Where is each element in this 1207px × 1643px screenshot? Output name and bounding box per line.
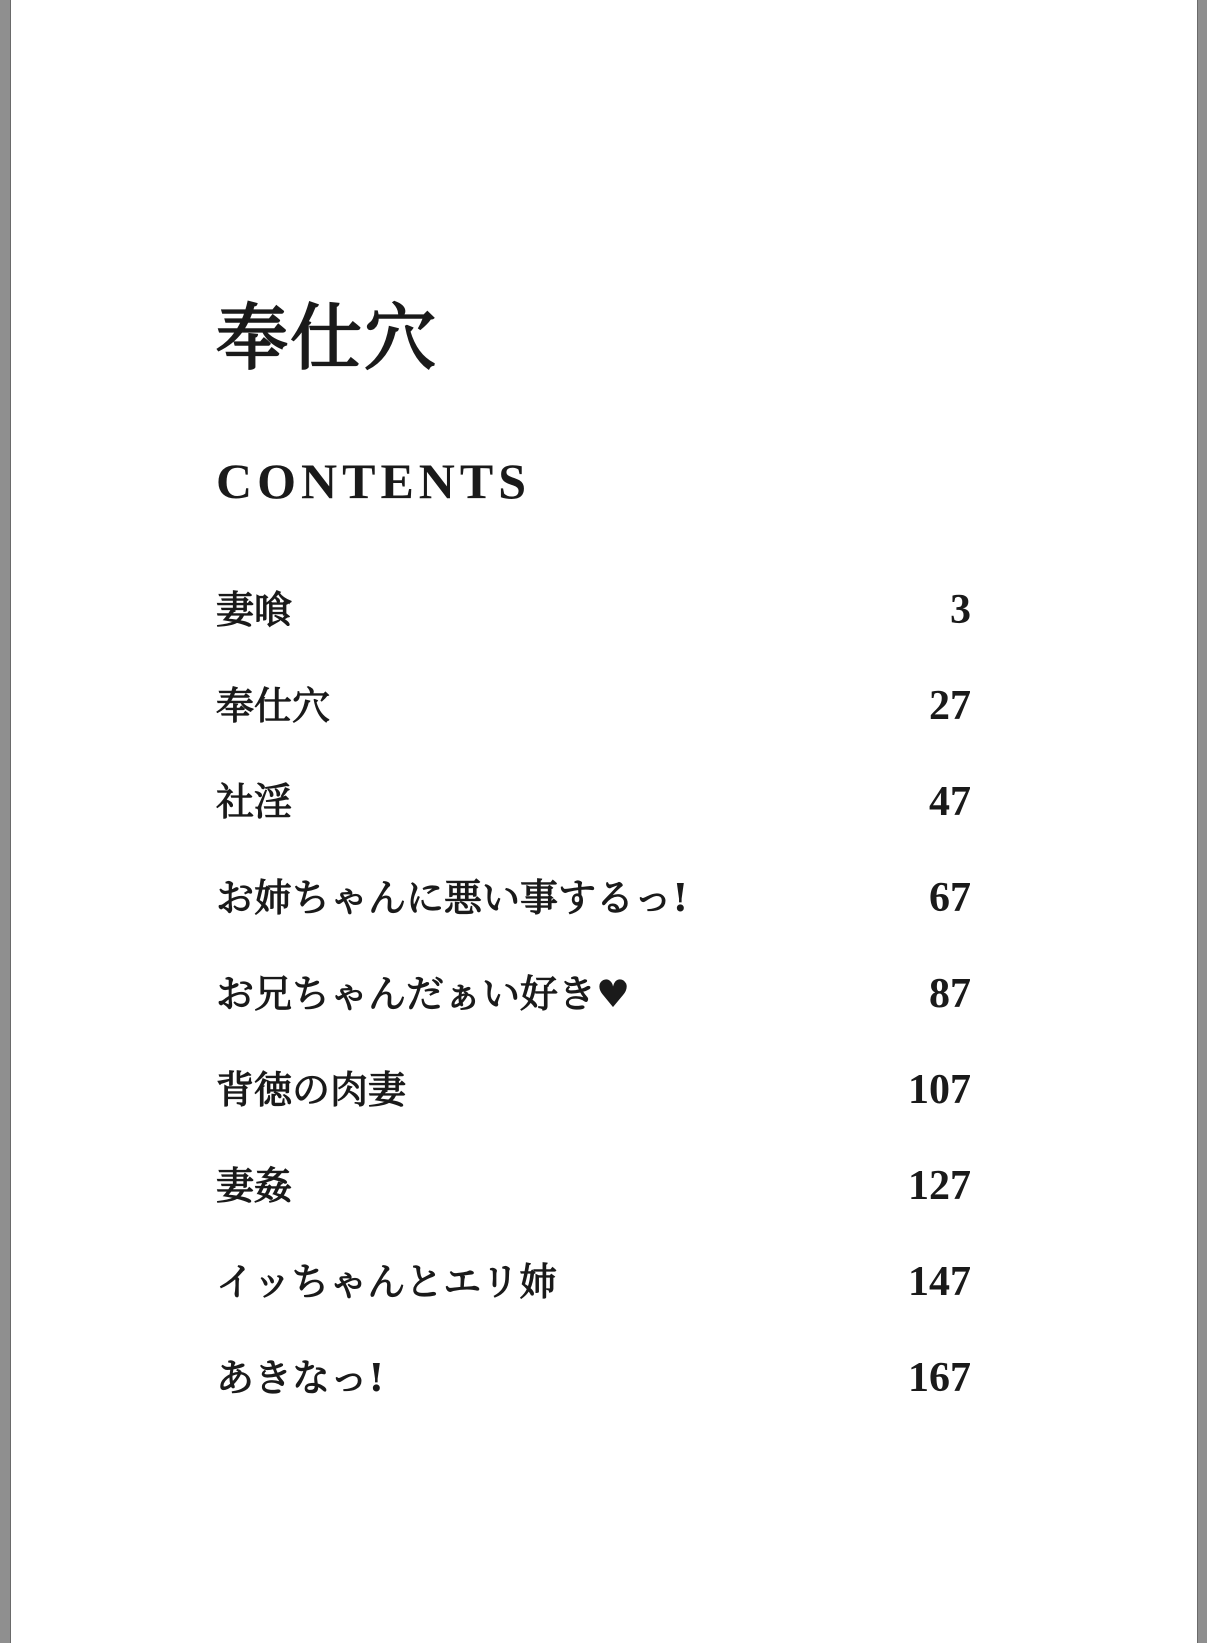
toc-entry-page-number: 87 [929, 970, 971, 1017]
toc-entry [216, 946, 971, 1043]
toc-entry [216, 1330, 971, 1427]
toc-entry [216, 1138, 971, 1235]
contents-heading: CONTENTS [216, 453, 532, 509]
toc-entry [216, 562, 971, 659]
toc-entry-page-number: 127 [908, 1162, 971, 1209]
contents-page [10, 0, 1198, 1643]
toc-entry-title: 妻喰 [216, 586, 293, 632]
toc-entry-title: 妻姦 [216, 1162, 293, 1208]
toc-entry [216, 658, 971, 755]
toc-entry [216, 1234, 971, 1331]
toc-entry-title: 背徳の肉妻 [216, 1066, 407, 1112]
toc-entry-title: あきなっ! [216, 1354, 385, 1400]
toc-entry-title: 奉仕穴 [216, 682, 331, 728]
toc-entry [216, 850, 971, 947]
toc-entry-page-number: 27 [929, 682, 971, 729]
table-of-contents [216, 562, 971, 1426]
book-title: 奉仕穴 [216, 295, 439, 380]
toc-entry-page-number: 47 [929, 778, 971, 825]
toc-entry-title: お姉ちゃんに悪い事するっ! [216, 874, 689, 920]
toc-entry-page-number: 167 [908, 1354, 971, 1401]
toc-entry [216, 754, 971, 851]
toc-entry-title: イッちゃんとエリ姉 [216, 1258, 558, 1304]
toc-entry [216, 1042, 971, 1139]
toc-entry-title: 社淫 [216, 778, 293, 824]
toc-entry-page-number: 67 [929, 874, 971, 921]
toc-entry-page-number: 107 [908, 1066, 971, 1113]
toc-entry-title: お兄ちゃんだぁい好き♥ [216, 970, 631, 1016]
toc-entry-page-number: 147 [908, 1258, 971, 1305]
toc-entry-page-number: 3 [950, 586, 971, 633]
